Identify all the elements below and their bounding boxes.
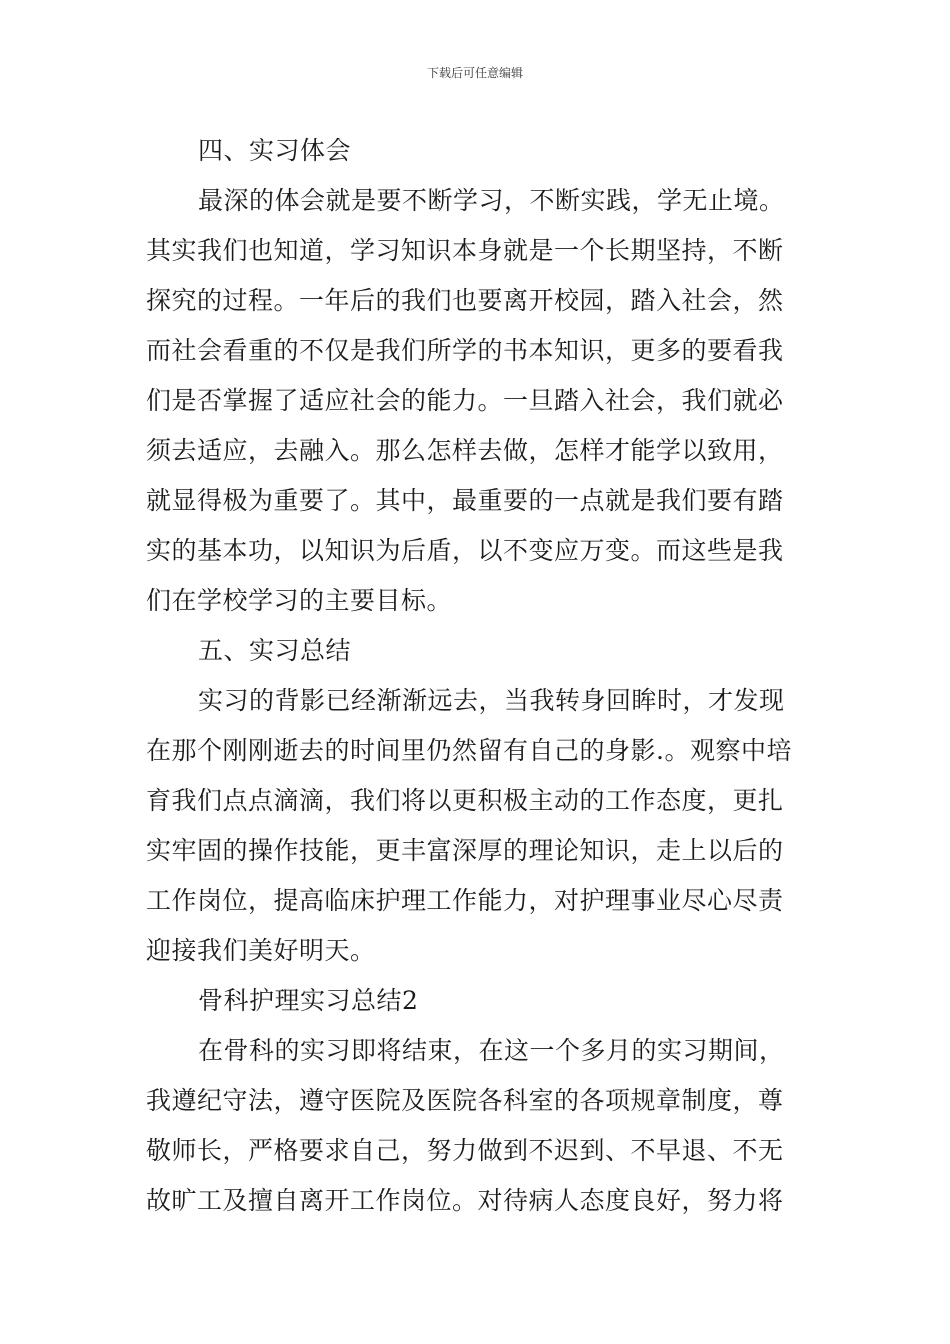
header-note: 下载后可任意编辑 <box>426 66 523 80</box>
text-line: 们是否掌握了适应社会的能力。一旦踏入社会，我们就必 <box>146 386 784 415</box>
text-line: 实的基本功，以知识为后盾，以不变应万变。而这些是我 <box>146 536 784 565</box>
text-line: 而社会看重的不仅是我们所学的书本知识，更多的要看我 <box>146 336 784 365</box>
text-line: 迎接我们美好明天。 <box>146 936 376 965</box>
text-line: 骨科护理实习总结2 <box>198 986 419 1015</box>
section-heading <box>146 976 806 1026</box>
text-line: 们在学校学习的主要目标。 <box>146 586 453 615</box>
text-line: 育我们点点滴滴，我们将以更积极主动的工作态度，更扎 <box>146 786 784 815</box>
text-line: 在骨科的实习即将结束，在这一个多月的实习期间， <box>198 1036 785 1065</box>
document-body <box>146 126 806 1226</box>
text-line: 工作岗位，提高临床护理工作能力，对护理事业尽心尽责 <box>146 886 784 915</box>
text-line: 故旷工及擅自离开工作岗位。对待病人态度良好，努力将 <box>146 1186 784 1215</box>
section-heading <box>146 626 806 676</box>
text-line: 须去适应，去融入。那么怎样去做，怎样才能学以致用， <box>146 436 784 465</box>
text-line: 其实我们也知道，学习知识本身就是一个长期坚持，不断 <box>146 236 784 265</box>
body-paragraph <box>146 1026 806 1226</box>
section-heading <box>146 126 806 176</box>
text-line: 我遵纪守法，遵守医院及医院各科室的各项规章制度，尊 <box>146 1086 784 1115</box>
text-line: 探究的过程。一年后的我们也要离开校园，踏入社会，然 <box>146 286 784 315</box>
text-line: 在那个刚刚逝去的时间里仍然留有自己的身影.。观察中培 <box>146 736 792 765</box>
text-line: 最深的体会就是要不断学习，不断实践，学无止境。 <box>198 186 785 215</box>
text-line: 五、实习总结 <box>198 636 352 665</box>
text-line: 就显得极为重要了。其中，最重要的一点就是我们要有踏 <box>146 486 784 515</box>
text-line: 敬师长，严格要求自己，努力做到不迟到、不早退、不无 <box>146 1136 784 1165</box>
text-line: 四、实习体会 <box>198 136 352 165</box>
text-line: 实牢固的操作技能，更丰富深厚的理论知识，走上以后的 <box>146 836 784 865</box>
body-paragraph <box>146 176 806 626</box>
body-paragraph <box>146 676 806 976</box>
text-line: 实习的背影已经渐渐远去，当我转身回眸时，才发现 <box>198 686 785 715</box>
